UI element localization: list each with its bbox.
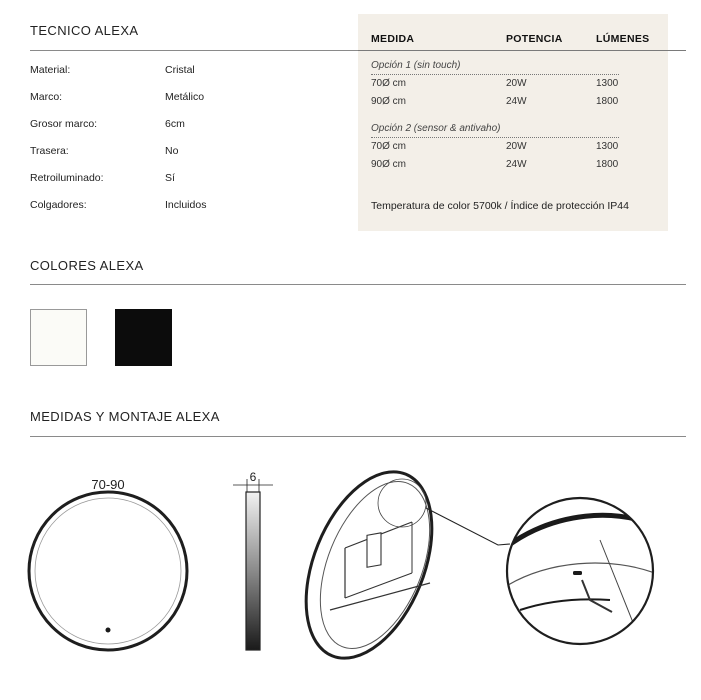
header-lumenes: LÚMENES xyxy=(596,33,650,45)
table-cell: 24W xyxy=(506,159,527,170)
table-cell: 1800 xyxy=(596,159,619,170)
spec-label: Trasera: xyxy=(30,145,69,157)
front-view xyxy=(29,477,187,650)
spec-label: Retroiluminado: xyxy=(30,172,104,184)
table-cell: 20W xyxy=(506,141,527,152)
spec-value: No xyxy=(165,145,179,157)
table-cell: 20W xyxy=(506,78,527,89)
table-cell: 24W xyxy=(506,96,527,107)
table-cell: 1300 xyxy=(596,78,619,89)
medidas-title: MEDIDAS Y MONTAJE ALEXA xyxy=(30,409,220,424)
spec-value: 6cm xyxy=(165,118,185,130)
table-cell: 1300 xyxy=(596,141,619,152)
touch-sensor-icon xyxy=(106,628,111,633)
spec-label: Marco: xyxy=(30,91,63,103)
spec-value: Incluidos xyxy=(165,199,207,211)
side-view xyxy=(233,470,273,650)
spec-value: Sí xyxy=(165,172,175,184)
spec-label: Material: xyxy=(30,64,71,76)
colores-title: COLORES ALEXA xyxy=(30,258,144,273)
spec-label: Colgadores: xyxy=(30,199,87,211)
option-1-label: Opción 1 (sin touch) xyxy=(371,60,461,71)
table-cell: 70Ø cm xyxy=(371,141,407,152)
detail-connector xyxy=(426,508,510,545)
perspective-view xyxy=(281,454,456,677)
detail-marker xyxy=(378,479,426,527)
diameter-label: 70-90 xyxy=(91,477,125,492)
detail-view xyxy=(492,498,680,644)
header-potencia: POTENCIA xyxy=(506,33,563,45)
spec-label: Grosor marco: xyxy=(30,118,98,130)
mirror-inner-ring xyxy=(35,498,181,644)
table-cell: 90Ø cm xyxy=(371,96,407,107)
table-cell: 70Ø cm xyxy=(371,78,407,89)
spec-value: Cristal xyxy=(165,64,195,76)
mirror-side-profile xyxy=(246,492,260,650)
tecnico-title: TECNICO ALEXA xyxy=(30,23,139,38)
option-2-label: Opción 2 (sensor & antivaho) xyxy=(371,123,501,134)
header-medida: MEDIDA xyxy=(371,33,415,45)
thickness-label: 6 xyxy=(249,470,257,484)
table-cell: 1800 xyxy=(596,96,619,107)
table-cell: 90Ø cm xyxy=(371,159,407,170)
spec-value: Metálico xyxy=(165,91,205,103)
table-footnote: Temperatura de color 5700k / Índice de protección IP44 xyxy=(371,200,629,212)
mirror-outline xyxy=(29,492,187,650)
